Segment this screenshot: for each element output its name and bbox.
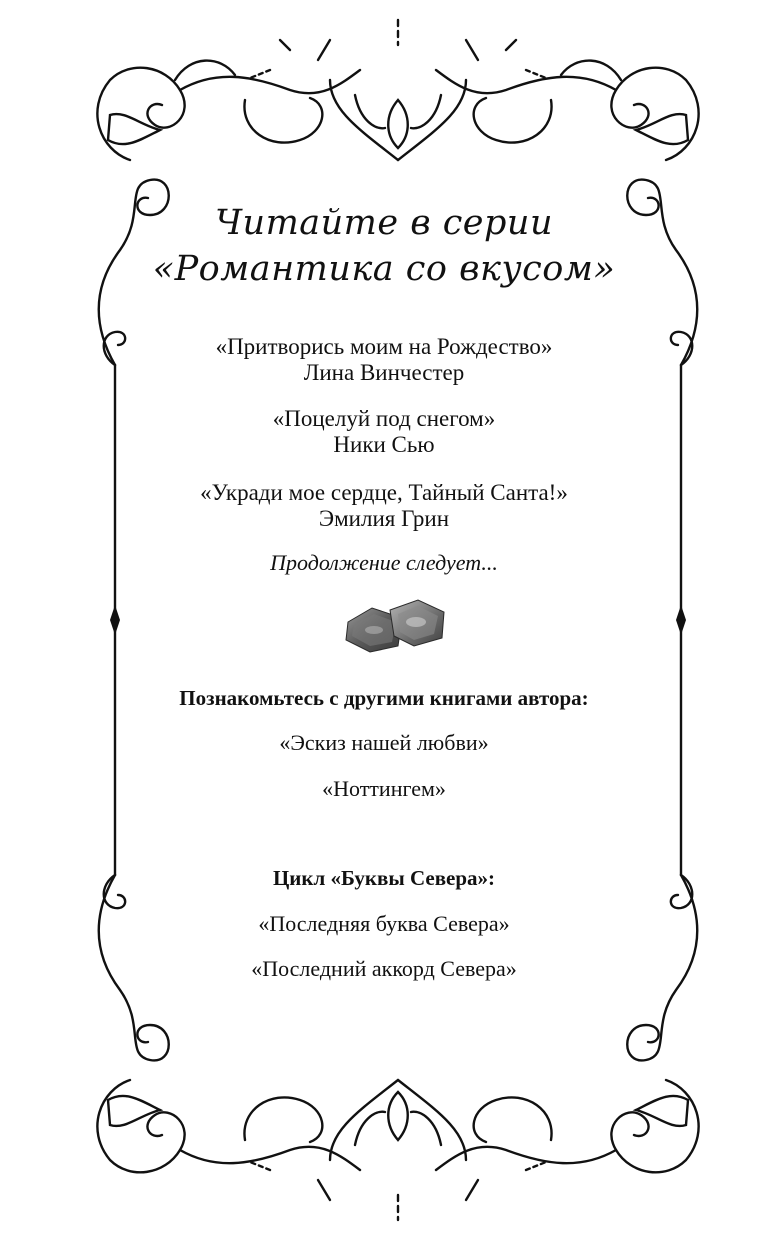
book-entry (130, 406, 638, 458)
cycle-heading: Цикл «Буквы Севера»: (272, 866, 496, 890)
series-title (130, 200, 638, 292)
cycle-item: «Последняя буква Севера» (258, 911, 510, 936)
book-author: Лина Винчестер (303, 360, 465, 385)
other-book-item: «Эскиз нашей любви» (279, 730, 489, 755)
book-author: Эмилия Грин (318, 506, 450, 531)
series-title-line1: Читайте в серии (214, 203, 554, 243)
book-entry (130, 480, 638, 532)
candy-icon (344, 596, 448, 654)
book-author: Ники Сью (333, 432, 435, 457)
series-title-line2: «Романтика со вкусом» (152, 249, 616, 289)
other-book-item: «Ноттингем» (322, 776, 446, 801)
book-title: «Притворись моим на Рождество» (215, 334, 553, 359)
continued-text: Продолжение следует... (270, 550, 498, 575)
other-books-heading: Познакомьтесь с другими книгами автора: (179, 686, 589, 710)
book-title: «Поцелуй под снегом» (272, 406, 496, 431)
book-entry (130, 334, 638, 386)
cycle-item: «Последний аккорд Севера» (251, 956, 517, 981)
book-title: «Укради мое сердце, Тайный Санта!» (200, 480, 568, 505)
